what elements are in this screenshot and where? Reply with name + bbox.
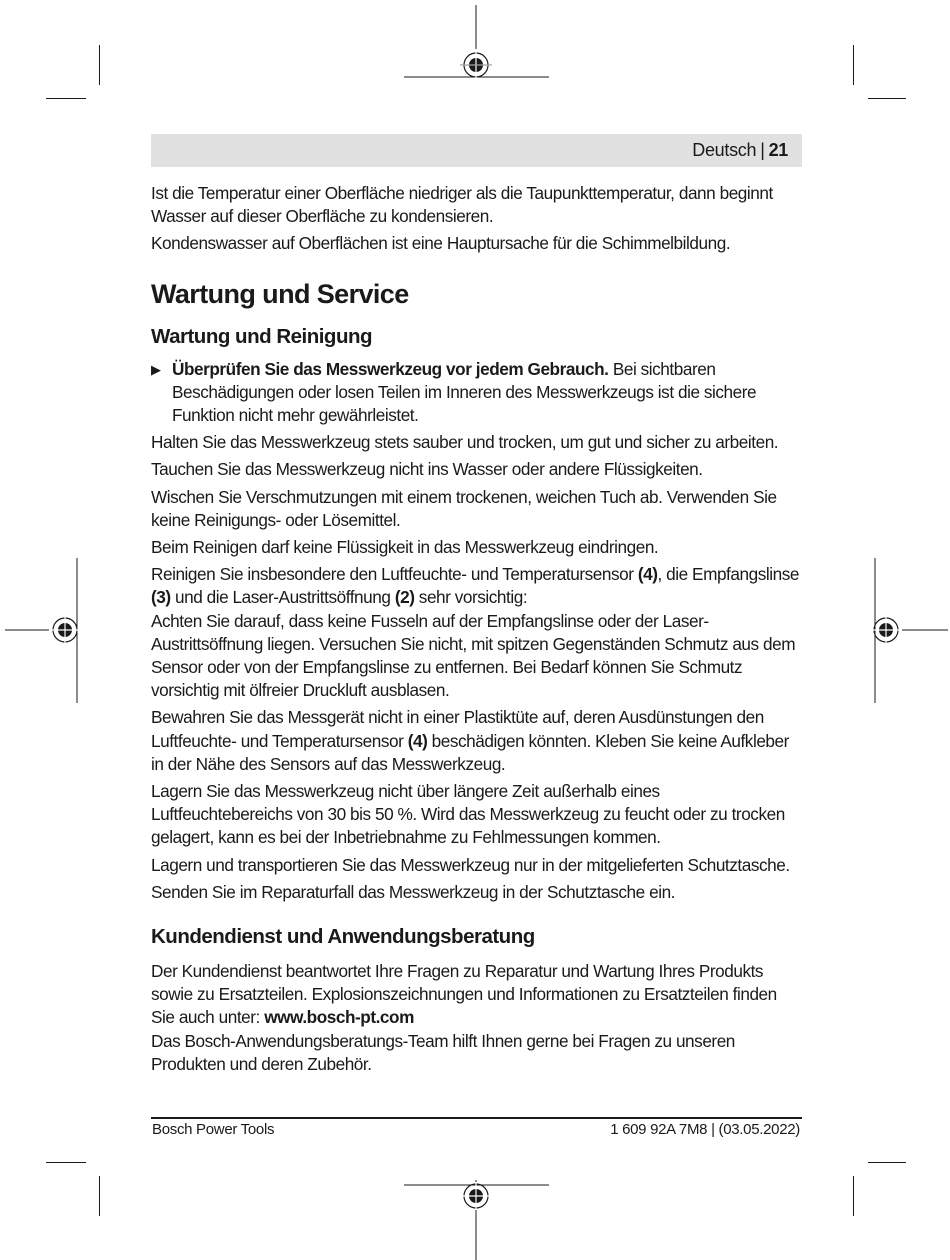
p5-text-c: und die Laser-Austrittsöffnung [170,587,395,608]
crop-mark-tr-h [868,98,906,99]
page-number: 21 [768,140,788,160]
maintenance-paragraph-10: Senden Sie im Reparaturfall das Messwerkzeug in der Schutztasche ein. [151,881,676,902]
crop-mark-bl-h [46,1162,86,1163]
service-paragraph-2: Das Bosch-Anwendungsberatungs-Team hilft Ihnen gerne bei Fragen zu unseren Produkten und deren Zubehör. [151,1030,735,1074]
safety-bullet [151,358,802,428]
maintenance-paragraph-3: Wischen Sie Verschmutzungen mit einem trockenen, weichen Tuch ab. Verwenden Sie keine Reinigungs- oder Lösemittel. [151,486,777,530]
service-paragraph-1 [151,960,802,1030]
maintenance-paragraph-8: Lagern Sie das Messwerkzeug nicht über längere Zeit außerhalb eines Luftfeuchtebereichs von 30 bis 50 %. Wird das Messwerkzeug zu feucht oder zu trocken gelagert, kann es bei der Inbetriebnahme zu Fehlmessungen kommen. [151,781,785,848]
maintenance-heading: Wartung und Reinigung [151,324,373,348]
maintenance-paragraph-7 [151,706,802,776]
footer-rule [151,1117,802,1119]
maintenance-paragraph-9: Lagern und transportieren Sie das Messwerkzeug nur in der mitgelieferten Schutztasche. [151,854,790,875]
maintenance-paragraph-1: Halten Sie das Messwerkzeug stets sauber und trocken, um gut und sicher zu arbeiten. [151,432,779,453]
maintenance-paragraph-2: Tauchen Sie das Messwerkzeug nicht ins Wasser oder andere Flüssigkeiten. [151,459,703,480]
bullet-text: Bei sichtbaren Beschädigungen oder losen Teilen im Inneren des Messwerkzeugs ist die sichere Funktion nicht mehr gewährleistet. [172,358,757,426]
bullet-triangle-icon: ▶ [151,361,161,377]
service-heading: Kundendienst und Anwendungsberatung [151,925,535,949]
p5-text-a: Reinigen Sie insbesondere den Luftfeuchte- und Temperatursensor [151,564,638,585]
crop-mark-br-v [853,1176,854,1216]
intro-paragraph-1: Ist die Temperatur einer Oberfläche niedriger als die Taupunkttemperatur, dann beginnt Wasser auf dieser Oberfläche zu kondensieren. [151,183,773,227]
section-title: Wartung und Service [151,278,409,309]
registration-mark-left-icon [5,558,80,703]
p5-text-d: sehr vorsichtig: [414,587,528,608]
p5-text-b: , die Empfangslinse [657,564,799,585]
header-language: Deutsch [692,140,757,160]
p7-text-b: beschädigen könnten. Kleben Sie keine Aufkleber in der Nähe des Sensors auf das Messwerkzeug. [151,730,789,774]
page-content [151,182,802,1080]
p7-text-a: Bewahren Sie das Messgerät nicht in einer Plastiktüte auf, deren Ausdünstungen den Luftfeuchte- und Temperatursensor [151,707,764,751]
page-header [151,134,802,167]
header-separator: | [760,140,765,160]
ref-lens: (3) [151,587,171,608]
footer-publisher: Bosch Power Tools [152,1121,275,1138]
registration-mark-top-icon [404,5,549,80]
service-website-link[interactable]: www.bosch-pt.com [264,1007,414,1028]
maintenance-paragraph-4: Beim Reinigen darf keine Flüssigkeit in das Messwerkzeug eindringen. [151,537,659,558]
crop-mark-tl-h [46,98,86,99]
registration-mark-bottom-icon [404,1180,549,1260]
ref-sensor-2: (4) [407,730,428,751]
crop-mark-bl-v [99,1176,100,1216]
crop-mark-br-h [868,1162,906,1163]
crop-mark-tl-v [99,45,100,85]
registration-mark-right-icon [873,558,948,703]
crop-mark-tr-v [853,45,854,85]
footer-document-id: 1 609 92A 7M8 | (03.05.2022) [610,1121,800,1138]
header-text [692,140,788,161]
bullet-bold-text: Überprüfen Sie das Messwerkzeug vor jedem Gebrauch. [172,358,609,379]
maintenance-paragraph-5 [151,563,802,609]
ref-sensor: (4) [637,564,658,585]
ref-laser-aperture: (2) [394,587,415,608]
maintenance-paragraph-6: Achten Sie darauf, dass keine Fusseln auf der Empfangslinse oder der Laser-Austrittsöffnung liegen. Versuchen Sie nicht, mit spitzen Gegenständen Schmutz aus dem Sensor oder von der Empfangslinse zu entfernen. Bei Bedarf können Sie Schmutz vorsichtig mit ölfreier Druckluft ausblasen. [151,610,796,701]
intro-paragraph-2: Kondenswasser auf Oberflächen ist eine Hauptursache für die Schimmelbildung. [151,233,731,254]
service-text: Der Kundendienst beantwortet Ihre Fragen zu Reparatur und Wartung Ihres Produkts sowie zu Ersatzteilen. Explosionszeichnungen und Informationen zu Ersatzteilen finden Sie auch unter: [151,961,777,1028]
